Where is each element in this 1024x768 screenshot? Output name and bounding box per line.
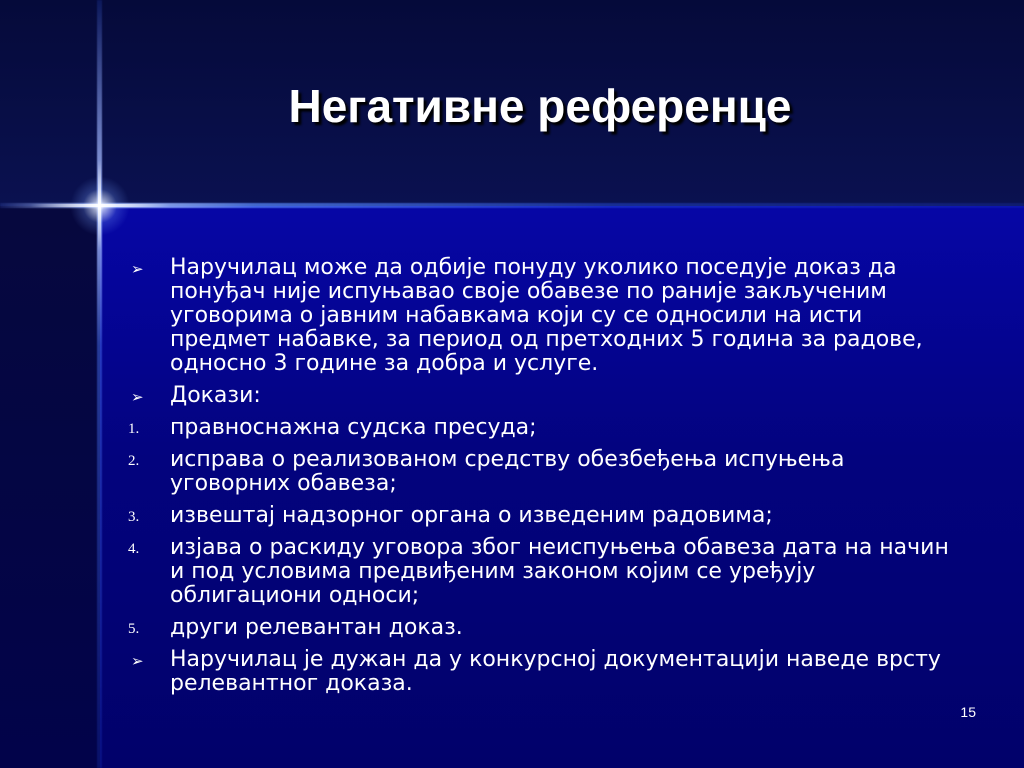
list-item-text: Наручилац може да одбије понуду уколико поседује доказ да понуђач није испуњавао своје обавезе по раније закљученим уговорима о јавним набавкама који су се односили на исти предмет набавке, за период од претходних 5 година за радове, односно 3 године за добра и услуге. — [170, 255, 923, 376]
list-number: 3. — [128, 509, 140, 525]
bullet-list — [128, 256, 958, 704]
star-flare-vertical — [98, 160, 101, 250]
arrow-bullet-icon: ➢ — [131, 260, 144, 278]
arrow-bullet-icon: ➢ — [131, 652, 144, 670]
list-number: 5. — [128, 621, 140, 637]
list-item-text: изјава о раскиду уговора због неиспуњења обавеза дата на начин и под условима предвиђеним законом којим се уређују облигациони односи; — [170, 535, 949, 608]
list-item-text: исправа о реализованом средству обезбеђења испуњења уговорних обавеза; — [170, 447, 845, 496]
list-item — [128, 256, 958, 376]
left-side-band — [0, 206, 100, 768]
slide-title: Негативне референце — [288, 80, 792, 132]
list-item-text: извештај надзорног органа о изведеним радовима; — [170, 503, 773, 528]
list-item — [128, 504, 958, 528]
list-number: 1. — [128, 421, 140, 437]
page-number: 15 — [960, 704, 976, 720]
list-item — [128, 616, 958, 640]
list-item — [128, 648, 958, 696]
list-item-text: Наручилац је дужан да у конкурсној документацији наведе врсту релевантног доказа. — [170, 647, 941, 696]
list-item — [128, 416, 958, 440]
list-item-text: правноснажна судска пресуда; — [170, 415, 537, 440]
list-item — [128, 384, 958, 408]
list-number: 2. — [128, 453, 140, 469]
list-item — [128, 536, 958, 608]
list-number: 4. — [128, 541, 140, 557]
list-item-text: Докази: — [170, 383, 261, 408]
arrow-bullet-icon: ➢ — [131, 388, 144, 406]
list-item-text: други релевантан доказ. — [170, 615, 463, 640]
list-item — [128, 448, 958, 496]
